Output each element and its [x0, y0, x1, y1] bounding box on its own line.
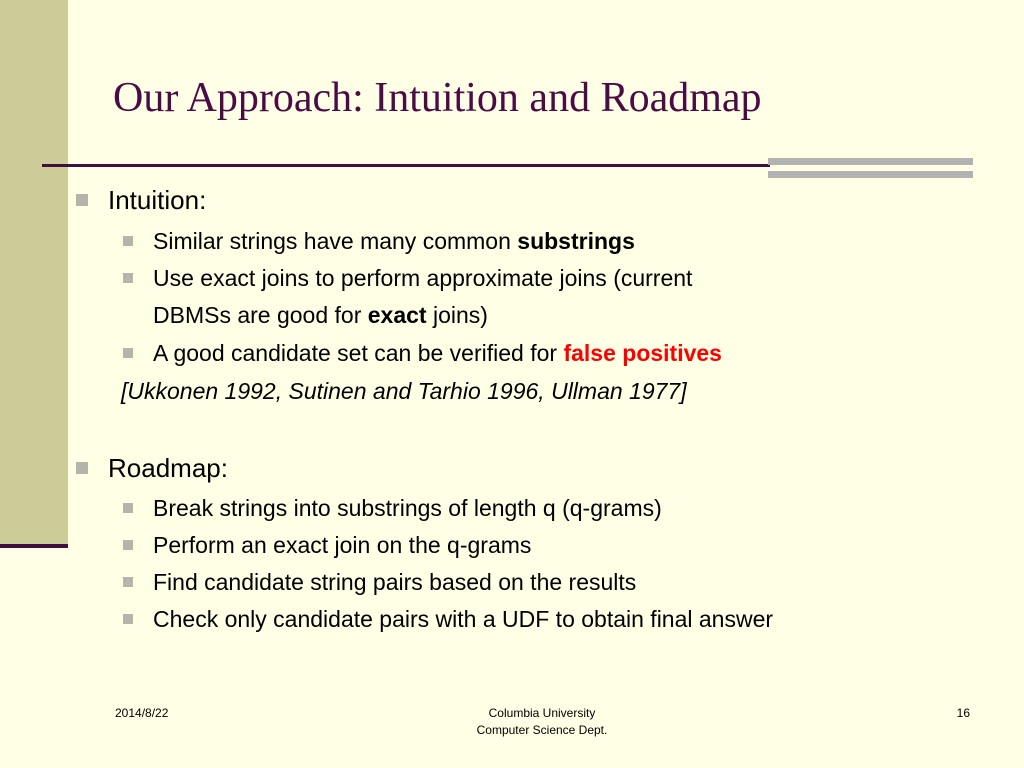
intuition-item-3-text: A good candidate set can be verified for — [153, 340, 564, 366]
footer-org-line1: Columbia University — [488, 706, 596, 720]
square-bullet-icon — [123, 614, 133, 624]
roadmap-heading-text: Roadmap: — [108, 453, 228, 483]
slide-title: Our Approach: Intuition and Roadmap — [113, 75, 762, 121]
roadmap-item-1-text: Break strings into substrings of length q (q-grams) — [153, 495, 662, 521]
intuition-item-2-continuation — [153, 300, 488, 330]
roadmap-item-1 — [153, 493, 662, 523]
intuition-item-1-text: Similar strings have many common — [153, 228, 518, 254]
intuition-item-3 — [153, 338, 722, 368]
page-number: 16 — [956, 706, 970, 720]
square-bullet-icon — [76, 194, 88, 206]
intuition-item-2-line2-tail: joins) — [426, 302, 488, 328]
square-bullet-icon — [123, 236, 133, 246]
square-bullet-icon — [76, 462, 88, 474]
roadmap-item-3 — [153, 567, 636, 597]
intuition-heading-text: Intuition: — [108, 185, 207, 215]
intuition-item-2-emphasis: exact — [367, 302, 427, 328]
square-bullet-icon — [123, 540, 133, 550]
roadmap-heading — [108, 452, 228, 484]
roadmap-item-3-text: Find candidate string pairs based on the results — [153, 569, 637, 595]
square-bullet-icon — [123, 348, 133, 358]
square-bullet-icon — [123, 577, 133, 587]
intuition-item-3-highlight: false positives — [563, 340, 722, 366]
intuition-item-2-line1: Use exact joins to perform approximate joins (current — [153, 265, 693, 291]
intuition-item-1 — [153, 226, 635, 256]
intuition-item-2-line2-text: DBMSs are good for — [153, 302, 368, 328]
roadmap-item-2 — [153, 530, 531, 560]
roadmap-item-4-text: Check only candidate pairs with a UDF to obtain final answer — [153, 606, 774, 632]
square-bullet-icon — [123, 273, 133, 283]
roadmap-item-2-text: Perform an exact join on the q-grams — [153, 532, 532, 558]
citation: [Ukkonen 1992, Sutinen and Tarhio 1996, Ullman 1977] — [121, 378, 687, 404]
footer-date: 2014/8/22 — [115, 706, 169, 720]
footer-org-line2: Computer Science Dept. — [476, 723, 608, 737]
square-bullet-icon — [123, 503, 133, 513]
footer-organization — [412, 705, 672, 739]
intuition-heading — [108, 184, 206, 216]
roadmap-item-4 — [153, 604, 773, 634]
intuition-item-2 — [153, 263, 692, 293]
intuition-item-1-emphasis: substrings — [517, 228, 635, 254]
